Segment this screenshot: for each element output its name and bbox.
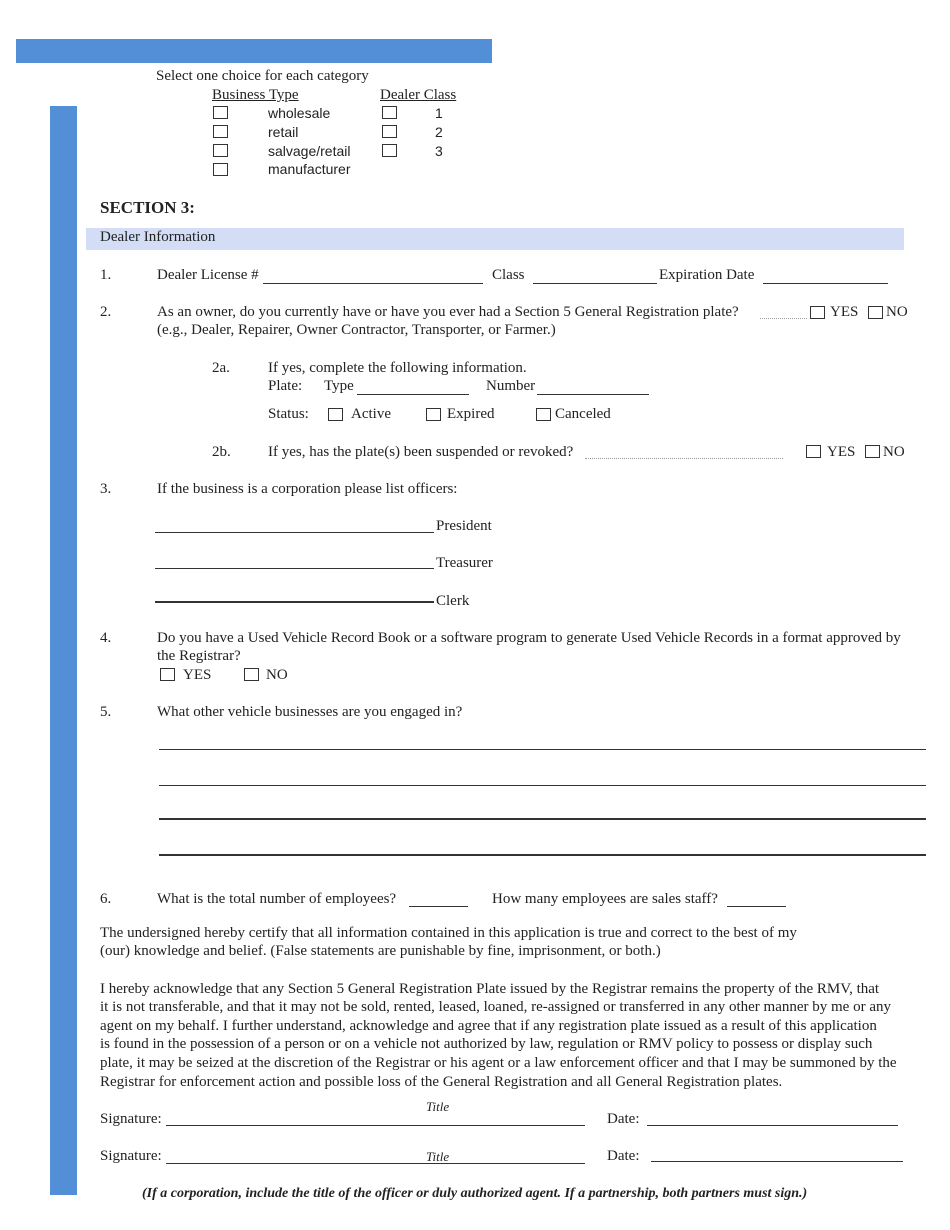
total-employees-field[interactable] [409,906,468,907]
signature-1-title-label: Title [426,1099,450,1114]
expiration-date-label: Expiration Date [659,267,755,283]
business-type-label: wholesale [268,105,331,121]
status-active-checkbox[interactable] [328,408,343,421]
status-expired-label: Expired [447,406,495,422]
acknowledge-line: it is not transferable, and that it may not be sold, rented, leased, loaned, re-assigned or transferred in any other manner by me or any [100,999,891,1015]
status-canceled-checkbox[interactable] [536,408,551,421]
q4-no-label: NO [266,667,288,683]
acknowledge-line: plate, it may be seized at the discretion of the Registrar or his agent or a law enforcement officer and that I may be summoned by the [100,1055,897,1071]
category-instruction: Select one choice for each category [156,68,369,84]
acknowledge-line: agent on my behalf. I further understand, acknowledge and agree that if any registration plate issued as a result of this application [100,1018,877,1034]
q1-number: 1. [100,267,112,283]
checkbox-class-3[interactable] [382,144,397,157]
officer-treasurer-label: Treasurer [436,555,493,571]
q2-examples: (e.g., Dealer, Repairer, Owner Contractor, Transporter, or Farmer.) [157,322,556,338]
signature-1-field[interactable] [166,1125,585,1126]
q2b-number: 2b. [212,444,231,460]
status-active-label: Active [351,406,391,422]
acknowledge-line: I hereby acknowledge that any Section 5 General Registration Plate issued by the Registrar remains the property of the RMV, that [100,981,880,997]
checkbox-business-retail[interactable] [213,125,228,138]
plate-type-field[interactable] [357,394,469,395]
total-employees-label: What is the total number of employees? [157,891,397,907]
q4-number: 4. [100,630,112,646]
q2-no-label: NO [886,304,908,320]
q4-yes-checkbox[interactable] [160,668,175,681]
date-2-label: Date: [607,1148,640,1164]
q2b-leader-dots [585,458,783,459]
certify-line2: (our) knowledge and belief. (False statements are punishable by fine, imprisonment, or both.) [100,943,661,959]
dealer-license-field[interactable] [263,283,483,284]
plate-number-field[interactable] [537,394,649,395]
checkbox-class-2[interactable] [382,125,397,138]
acknowledge-line: Registrar for enforcement action and possible loss of the General Registration and all General Registration plates. [100,1074,783,1090]
sales-staff-label: How many employees are sales staff? [492,891,718,907]
clerk-field[interactable] [155,601,434,603]
certify-line1: The undersigned hereby certify that all information contained in this application is true and correct to the best of my [100,925,797,941]
q2b-yes-label: YES [827,444,856,460]
q5-number: 5. [100,704,112,720]
dealer-class-label: 2 [435,124,443,140]
business-type-label: manufacturer [268,161,351,177]
section-band-label: Dealer Information [100,229,216,245]
signature-2-label: Signature: [100,1148,162,1164]
plate-type-label: Type [324,378,354,394]
checkbox-business-wholesale[interactable] [213,106,228,119]
date-2-field[interactable] [651,1161,903,1162]
q2-leader-dots [760,318,807,319]
side-accent-bar [50,106,77,1195]
officer-president-label: President [436,518,492,534]
class-field[interactable] [533,283,657,284]
checkbox-class-1[interactable] [382,106,397,119]
q3-number: 3. [100,481,112,497]
business-type-label: salvage/retail [268,143,351,159]
date-1-label: Date: [607,1111,640,1127]
q4-no-checkbox[interactable] [244,668,259,681]
checkbox-business-manufacturer[interactable] [213,163,228,176]
plate-label: Plate: [268,378,303,394]
q5-answer-line[interactable] [159,749,926,750]
dealer-license-label: Dealer License # [157,267,259,283]
sales-staff-field[interactable] [727,906,786,907]
acknowledge-line: is found in the possession of a person or on a vehicle not authorized by law, regulation or RMV policy to possess or display such [100,1036,873,1052]
expiration-date-field[interactable] [763,283,888,284]
q5-answer-line[interactable] [159,785,926,786]
q4-question-line1: Do you have a Used Vehicle Record Book or a software program to generate Used Vehicle Records in a format approved by [157,630,901,646]
q2b-no-checkbox[interactable] [865,445,880,458]
status-label: Status: [268,406,309,422]
q2-yes-label: YES [830,304,859,320]
status-expired-checkbox[interactable] [426,408,441,421]
signature-footnote: (If a corporation, include the title of the officer or duly authorized agent. If a partnership, both partners must sign.) [142,1186,808,1201]
q2-no-checkbox[interactable] [868,306,883,319]
signature-1-label: Signature: [100,1111,162,1127]
q2-number: 2. [100,304,112,320]
q5-answer-line[interactable] [159,818,926,820]
q3-question: If the business is a corporation please list officers: [157,481,458,497]
q2a-instruction: If yes, complete the following information. [268,360,527,376]
business-type-heading: Business Type [212,87,299,103]
status-canceled-label: Canceled [555,406,611,422]
q5-question: What other vehicle businesses are you engaged in? [157,704,463,720]
president-field[interactable] [155,532,434,533]
q6-number: 6. [100,891,112,907]
q2a-number: 2a. [212,360,230,376]
q2b-yes-checkbox[interactable] [806,445,821,458]
date-1-field[interactable] [647,1125,898,1126]
signature-2-title-label: Title [426,1149,450,1164]
business-type-label: retail [268,124,299,140]
q4-question-line2: the Registrar? [157,648,241,664]
dealer-class-label: 1 [435,105,443,121]
dealer-class-heading: Dealer Class [380,87,457,103]
officer-clerk-label: Clerk [436,593,470,609]
checkbox-business-salvage-retail[interactable] [213,144,228,157]
q2b-no-label: NO [883,444,905,460]
treasurer-field[interactable] [155,568,434,569]
q2-question: As an owner, do you currently have or have you ever had a Section 5 General Registration plate? [157,304,739,320]
class-label: Class [492,267,525,283]
plate-number-label: Number [486,378,536,394]
section-title: SECTION 3: [100,198,195,217]
q4-yes-label: YES [183,667,212,683]
q5-answer-line[interactable] [159,854,926,856]
q2-yes-checkbox[interactable] [810,306,825,319]
dealer-class-label: 3 [435,143,443,159]
signature-2-field[interactable] [166,1163,585,1164]
header-bar [16,39,492,63]
q2b-question: If yes, has the plate(s) been suspended or revoked? [268,444,574,460]
